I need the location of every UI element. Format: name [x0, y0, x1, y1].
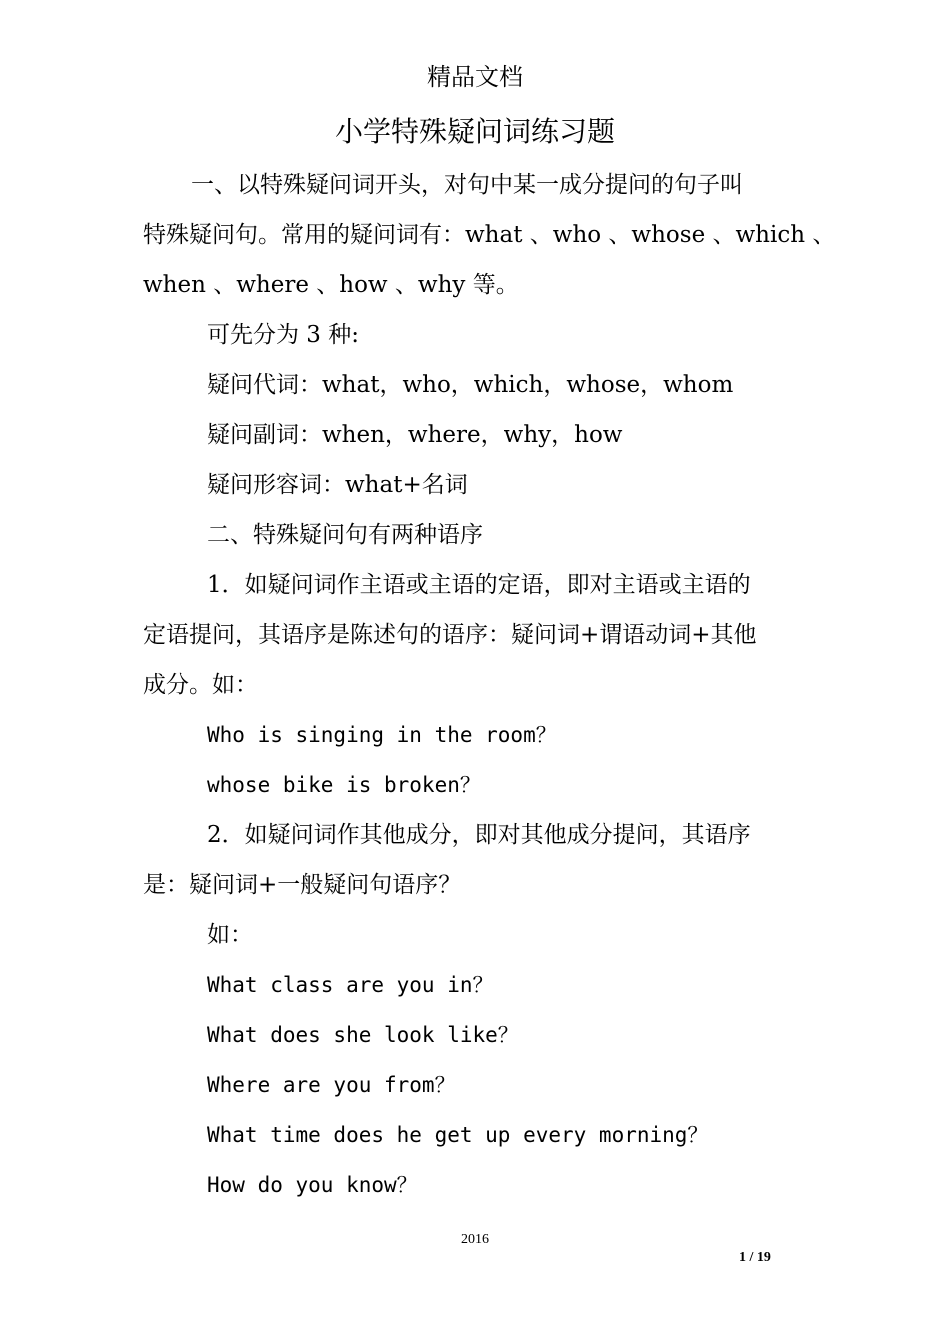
- rule2-paragraph: [143, 810, 807, 910]
- intro-line-2: 特殊疑问句。常用的疑问词有：what 、who 、whose 、which 、: [143, 222, 836, 248]
- section2-heading: 二、特殊疑问句有两种语序: [207, 522, 483, 548]
- types-pronouns: 疑问代词：what，who，which，whose，whom: [207, 372, 734, 398]
- intro-paragraph: [143, 160, 836, 310]
- types-intro: 可先分为 3 种:: [207, 322, 360, 348]
- rule2-line-1: 2．如疑问词作其他成分，即对其他成分提问，其语序: [207, 822, 751, 848]
- document-body: [143, 160, 836, 1210]
- rule2-line-2: 是：疑问词+一般疑问句语序？: [143, 872, 462, 898]
- rule1-example: Who is singing in the room？: [207, 723, 557, 747]
- rule2-example: What does she look like？: [207, 1023, 519, 1047]
- rule2-example: What time does he get up every morning？: [207, 1123, 709, 1147]
- footer-year: 2016: [461, 1232, 489, 1247]
- types-adverbs: 疑问副词：when，where，why，how: [207, 422, 623, 448]
- rule1-paragraph: [143, 560, 807, 710]
- rule2-example: How do you know？: [207, 1173, 418, 1197]
- rule2-prefix: 如：: [207, 922, 253, 948]
- intro-line-3: when 、where 、how 、why 等。: [143, 272, 519, 298]
- intro-line-1: 一、以特殊疑问词开头，对句中某一成分提问的句子叫: [191, 172, 743, 198]
- page-number: 1 / 19: [739, 1250, 771, 1265]
- rule2-example: What class are you in？: [207, 973, 494, 997]
- rule1-line-2: 定语提问，其语序是陈述句的语序：疑问词+谓语动词+其他: [143, 622, 757, 648]
- rule2-example: Where are you from？: [207, 1073, 456, 1097]
- page-title: 小学特殊疑问词练习题: [334, 115, 615, 148]
- rule1-line-3: 成分。如：: [143, 672, 258, 698]
- page-header: 精品文档: [427, 63, 523, 91]
- rule1-example: whose bike is broken？: [207, 773, 481, 797]
- types-adjectives: 疑问形容词：what+名词: [207, 472, 468, 498]
- rule1-line-1: 1．如疑问词作主语或主语的定语，即对主语或主语的: [207, 572, 751, 598]
